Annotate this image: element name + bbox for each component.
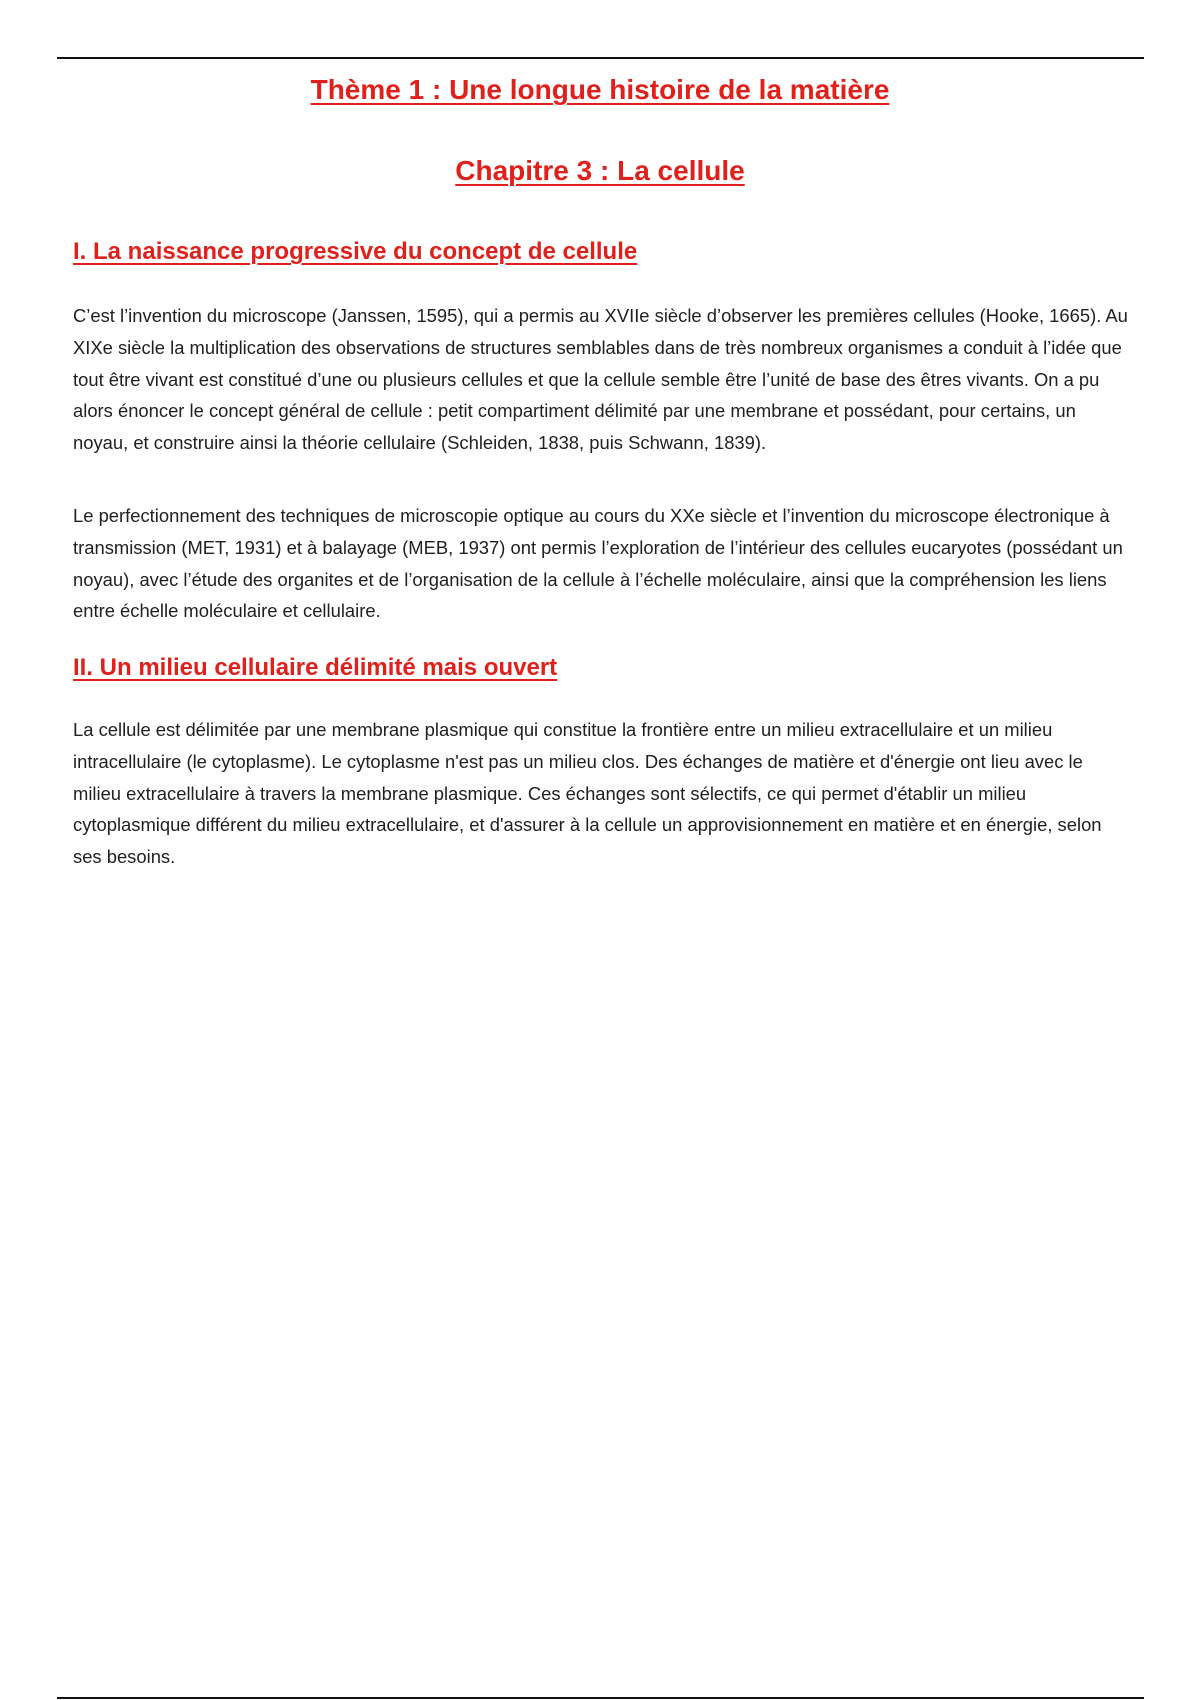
section-heading-2: II. Un milieu cellulaire délimité mais ouvert xyxy=(73,654,558,681)
chapter-title: Chapitre 3 : La cellule xyxy=(455,155,745,186)
section-2-paragraph-1: La cellule est délimitée par une membrane plasmique qui constitue la frontière entre un milieu extracellulaire et un milieu intracellulaire (le cytoplasme). Le cytoplasme n'est pas un milieu clos. Des échanges de matière et d'énergie ont lieu avec le milieu extracellulaire à travers la membrane plasmique. Ces échanges sont sélectifs, ce qui permet d'établir un milieu cytoplasmique différent du milieu extracellulaire, et d'assurer à la cellule un approvisionnement en matière et en énergie, selon ses besoins. xyxy=(73,719,1102,868)
bottom-rule xyxy=(57,1697,1144,1699)
top-rule xyxy=(57,57,1144,59)
section-heading-1: I. La naissance progressive du concept de cellule xyxy=(73,238,638,265)
section-1-paragraph-2: Le perfectionnement des techniques de microscopie optique au cours du XXe siècle et l’invention du microscope électronique à transmission (MET, 1931) et à balayage (MEB, 1937) ont permis l’exploration de l’intérieur des cellules eucaryotes (possédant un noyau), avec l’étude des organites et de l’organisation de la cellule à l’échelle moléculaire, ainsi que la compréhension les liens entre échelle moléculaire et cellulaire. xyxy=(73,505,1123,622)
section-1-paragraph-1: C’est l’invention du microscope (Janssen, 1595), qui a permis au XVIIe siècle d’observer les premières cellules (Hooke, 1665). Au XIXe siècle la multiplication des observations de structures semblables dans de très nombreux organismes a conduit à l’idée que tout être vivant est constitué d’une ou plusieurs cellules et que la cellule semble être l’unité de base des êtres vivants. On a pu alors énoncer le concept général de cellule : petit compartiment délimité par une membrane et possédant, pour certains, un noyau, et construire ainsi la théorie cellulaire (Schleiden, 1838, puis Schwann, 1839). xyxy=(73,305,1128,454)
theme-title: Thème 1 : Une longue histoire de la matière xyxy=(310,74,890,105)
